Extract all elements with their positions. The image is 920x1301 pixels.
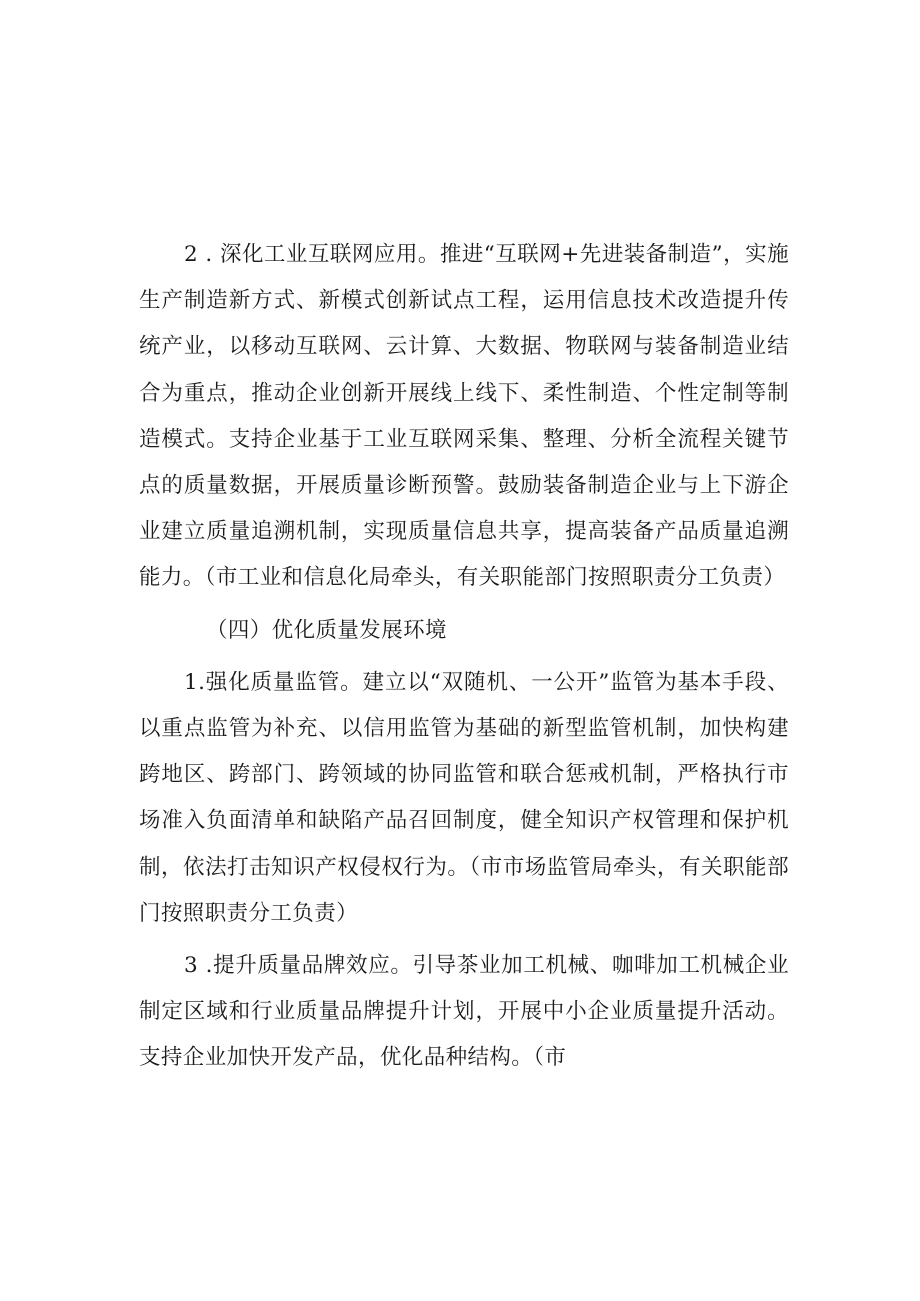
paragraph-quality-supervision: 1.强化质量监管。建立以“双随机、一公开”监管为基本手段、以重点监管为补充、以信用监管为基础的新型监管机制，加快构建跨地区、跨部门、跨领域的协同监管和联合惩戒机制，严格执行市场准入负面清单和缺陷产品召回制度，健全知识产权管理和保护机制，依法打击知识产权侵权行为。（市市场监管局牵头，有关职能部门按照职责分工负责） [139,669,789,926]
paragraph-quality-brand: 3 .提升质量品牌效应。引导茶业加工机械、咖啡加工机械企业制定区域和行业质量品牌提升计划，开展中小企业质量提升活动。支持企业加快开发产品，优化品种结构。（市 [139,953,789,1071]
paragraph-industrial-internet: 2 . 深化工业互联网应用。推进“互联网+先进装备制造”，实施生产制造新方式、新模式创新试点工程，运用信息技术改造提升传统产业，以移动互联网、云计算、大数据、物联网与装备制造业结合为重点，推动企业创新开展线上线下、柔性制造、个性定制等制造模式。支持企业基于工业互联网采集、整理、分析全流程关键节点的质量数据，开展质量诊断预警。鼓励装备制造企业与上下游企业建立质量追溯机制，实现质量信息共享，提高装备产品质量追溯能力。（市工业和信息化局牵头，有关职能部门按照职责分工负责） [139,242,789,591]
document-body [139,232,789,1082]
section-heading-quality-environment: （四）优化质量发展环境 [206,617,447,643]
